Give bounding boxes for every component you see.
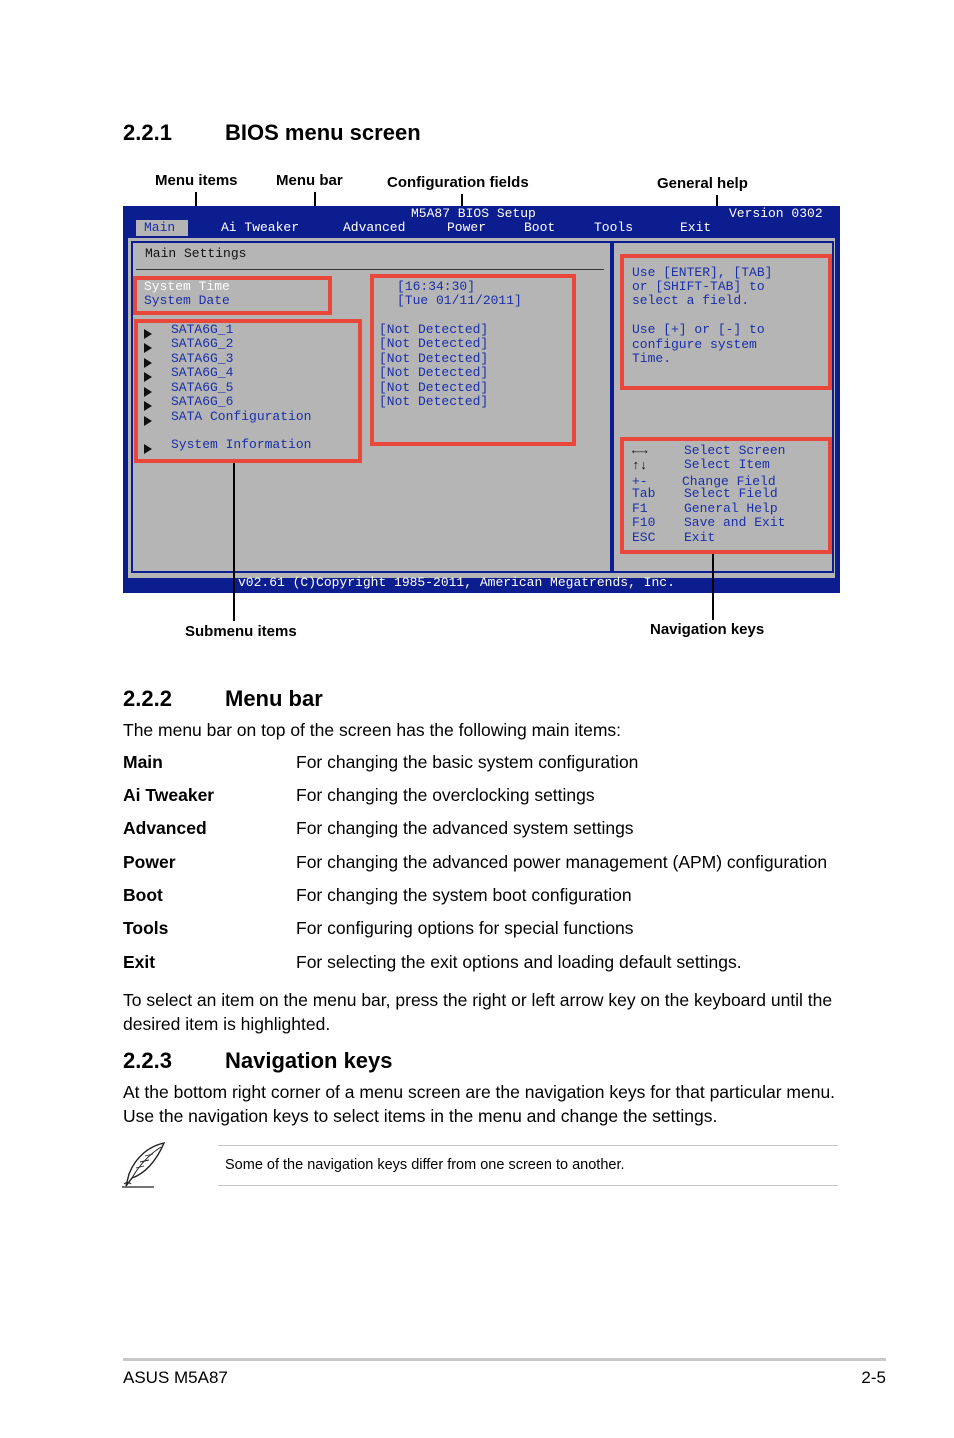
sata-value: [Not Detected]	[379, 351, 489, 366]
sata-value: [Not Detected]	[379, 336, 489, 351]
nav-label: General Help	[684, 501, 778, 516]
help-line: or [SHIFT-TAB] to	[632, 279, 765, 294]
menu-bar-item-name: Advanced	[123, 818, 207, 838]
sata-value: [Not Detected]	[379, 380, 489, 395]
note-bottom-rule	[218, 1185, 838, 1186]
submenu-sata6g-5[interactable]: SATA6G_5	[171, 380, 234, 395]
bios-version: Version 0302	[729, 206, 823, 221]
submenu-sata6g-1[interactable]: SATA6G_1	[171, 322, 234, 337]
section-heading-navigation-keys	[123, 1048, 393, 1074]
section-title: Navigation keys	[225, 1048, 393, 1073]
nav-key: F1	[632, 501, 648, 516]
sata-value: [Not Detected]	[379, 394, 489, 409]
menu-ai-tweaker[interactable]: Ai Tweaker	[221, 220, 300, 235]
nav-key: F10	[632, 515, 656, 530]
submenu-sata-configuration[interactable]: SATA Configuration	[171, 409, 312, 424]
menu-bar-item-name: Exit	[123, 952, 156, 972]
system-date-item[interactable]: System Date	[144, 293, 230, 308]
menu-bar-item-desc: For changing the advanced power management (APM) configuration	[296, 852, 828, 872]
leader-line-navigation-keys	[712, 554, 714, 620]
section-title: Menu bar	[225, 686, 323, 711]
section-title: BIOS menu screen	[225, 120, 421, 145]
note-text: Some of the navigation keys differ from one screen to another.	[225, 1157, 625, 1173]
nav-label: Save and Exit	[684, 515, 786, 530]
menu-main[interactable]: Main	[144, 220, 176, 235]
page-number: 2-5	[861, 1368, 886, 1387]
sata-value: [Not Detected]	[379, 365, 489, 380]
callout-submenu-items: Submenu items	[185, 623, 297, 640]
main-settings-divider	[136, 269, 604, 270]
menu-boot[interactable]: Boot	[524, 220, 556, 235]
menu-bar-item-name: Boot	[123, 885, 163, 905]
section-number: 2.2.1	[123, 120, 172, 145]
menu-bar-item-desc: For changing the advanced system settings	[296, 818, 634, 838]
help-line: select a field.	[632, 293, 750, 308]
menu-bar-item-name: Tools	[123, 918, 169, 938]
help-line: Use [+] or [-] to	[632, 322, 765, 337]
callout-menu-bar: Menu bar	[276, 172, 343, 189]
menu-bar-item-desc: For changing the overclocking settings	[296, 785, 595, 805]
menu-bar-item-desc: For changing the basic system configuration	[296, 752, 639, 772]
help-line: Time.	[632, 351, 672, 366]
bios-screen	[123, 206, 840, 593]
leader-line-submenu-items	[233, 463, 235, 621]
system-time-item[interactable]: System Time	[144, 279, 230, 294]
bios-copyright: v02.61 (C)Copyright 1985-2011, American Megatrends, Inc.	[238, 575, 675, 590]
system-time-value[interactable]: [16:34:30]	[397, 279, 476, 294]
highlight-box-submenu-items	[134, 319, 362, 463]
help-line: Use [ENTER], [TAB]	[632, 265, 773, 280]
sata-value: [Not Detected]	[379, 322, 489, 337]
section-number: 2.2.3	[123, 1048, 172, 1073]
submenu-sata6g-4[interactable]: SATA6G_4	[171, 365, 234, 380]
section-number: 2.2.2	[123, 686, 172, 711]
section-heading-menu-bar	[123, 686, 323, 712]
menu-bar-item-desc: For selecting the exit options and loading default settings.	[296, 952, 742, 972]
navigation-keys-text: At the bottom right corner of a menu screen are the navigation keys for that particular menu. Use the navigation keys to select items in the menu and change the settings.	[123, 1082, 836, 1126]
menu-advanced[interactable]: Advanced	[343, 220, 406, 235]
section-heading-bios-menu-screen	[123, 120, 421, 146]
main-settings-title: Main Settings	[145, 246, 247, 261]
nav-key: +-	[632, 474, 648, 489]
nav-label: Select Field	[684, 486, 778, 501]
highlight-box-menu-items	[133, 276, 332, 315]
highlight-box-navigation-keys	[620, 437, 832, 554]
help-line: configure system	[632, 337, 757, 352]
menu-bar-item-name: Ai Tweaker	[123, 785, 215, 805]
highlight-box-general-help	[620, 254, 832, 390]
highlight-box-config-fields	[370, 274, 576, 446]
callout-configuration-fields: Configuration fields	[387, 174, 529, 191]
menu-bar-item-desc: For changing the system boot configuration	[296, 885, 632, 905]
menu-bar-item-desc: For configuring options for special functions	[296, 918, 634, 938]
footer-product: ASUS M5A87	[123, 1368, 228, 1387]
submenu-system-information[interactable]: System Information	[171, 437, 312, 452]
note-feather-icon	[120, 1140, 168, 1190]
menu-power[interactable]: Power	[447, 220, 487, 235]
nav-label: Exit	[684, 530, 716, 545]
nav-label: Select Item	[684, 457, 770, 472]
nav-label: Change Field	[682, 474, 776, 489]
submenu-sata6g-3[interactable]: SATA6G_3	[171, 351, 234, 366]
nav-label: Select Screen	[684, 443, 786, 458]
nav-key: ESC	[632, 530, 656, 545]
menu-bar-item-name: Main	[123, 752, 163, 772]
submenu-sata6g-2[interactable]: SATA6G_2	[171, 336, 234, 351]
note-top-rule	[218, 1145, 838, 1146]
submenu-sata6g-6[interactable]: SATA6G_6	[171, 394, 234, 409]
callout-general-help: General help	[657, 175, 748, 192]
nav-key: Tab	[632, 486, 656, 501]
system-date-value[interactable]: [Tue 01/11/2011]	[397, 293, 522, 308]
callout-navigation-keys: Navigation keys	[650, 621, 765, 638]
callout-menu-items: Menu items	[155, 172, 238, 189]
bios-title: M5A87 BIOS Setup	[411, 206, 536, 221]
footer-rule	[123, 1358, 886, 1361]
left-right-arrow-icon: ←→	[632, 443, 648, 458]
menu-bar-intro: The menu bar on top of the screen has the following main items:	[123, 720, 622, 740]
menu-exit[interactable]: Exit	[680, 220, 712, 235]
up-down-arrow-icon: ↑↓	[632, 458, 648, 473]
menu-tools[interactable]: Tools	[594, 220, 634, 235]
menu-bar-item-name: Power	[123, 852, 176, 872]
menu-bar-outro: To select an item on the menu bar, press the right or left arrow key on the keyboard until the desired item is highlighted.	[123, 990, 833, 1034]
